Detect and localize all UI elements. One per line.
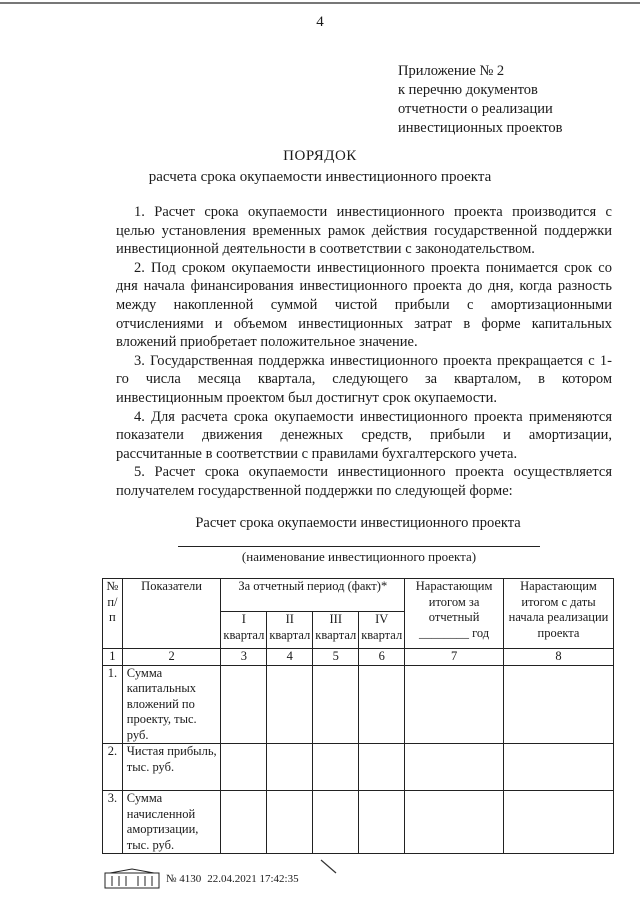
- row-number: 3.: [103, 791, 123, 854]
- table-cell: [359, 665, 405, 744]
- table-cell: [313, 791, 359, 854]
- page-number: 4: [316, 14, 324, 30]
- row-label: Сумма начисленной амортизации, тыс. руб.: [122, 791, 221, 854]
- column-number: 4: [267, 649, 313, 666]
- table-cell: [267, 744, 313, 791]
- table-cell: [405, 665, 504, 744]
- table-row: [103, 744, 614, 791]
- table-cell: [221, 665, 267, 744]
- appendix-line: отчетности о реализации: [398, 101, 553, 117]
- header-period: За отчетный период (факт)*: [221, 579, 405, 612]
- table-row: [103, 665, 614, 744]
- header-indicators: Показатели: [122, 579, 221, 649]
- table-row: [103, 791, 614, 854]
- column-number: 8: [503, 649, 613, 666]
- column-number: 2: [122, 649, 221, 666]
- column-number: 3: [221, 649, 267, 666]
- table-cell: [267, 665, 313, 744]
- column-number: 1: [103, 649, 123, 666]
- table-cell: [503, 791, 613, 854]
- table-title: Расчет срока окупаемости инвестиционного проекта: [195, 515, 521, 531]
- document-body: [116, 203, 612, 501]
- table-cell: [313, 744, 359, 791]
- header-quarter: I квартал: [221, 612, 267, 649]
- pen-mark-icon: [318, 858, 340, 876]
- table-header-row: [103, 579, 614, 612]
- table-cell: [359, 791, 405, 854]
- registry-stamp-icon: [104, 868, 160, 890]
- project-name-line: [178, 546, 540, 547]
- row-label: Чистая прибыль, тыс. руб.: [122, 744, 221, 791]
- column-number-row: [103, 649, 614, 666]
- appendix-header: [398, 62, 562, 138]
- header-quarter: II квартал: [267, 612, 313, 649]
- paragraph-3: 3. Государственная поддержка инвестиционного проекта прекращается с 1-го числа месяца квартала, следующего за кварталом, в котором инвестиционным проектом был достигнут срок окупаемости.: [116, 352, 612, 406]
- table-cell: [359, 744, 405, 791]
- paragraph-1: 1. Расчет срока окупаемости инвестиционного проекта производится с целью установления временных рамок действия государственной поддержки инвестиционной деятельности в соответствии с законодательством.: [116, 204, 612, 258]
- column-number: 7: [405, 649, 504, 666]
- header-quarter: IV квартал: [359, 612, 405, 649]
- row-label: Сумма капитальных вложений по проекту, тыс. руб.: [122, 665, 221, 744]
- table-cell: [221, 744, 267, 791]
- project-name-caption: (наименование инвестиционного проекта): [241, 549, 477, 564]
- header-number: № п/п: [103, 579, 123, 649]
- registration-number: № 4130: [166, 873, 202, 885]
- table-cell: [313, 665, 359, 744]
- row-number: 1.: [103, 665, 123, 744]
- table-cell: [267, 791, 313, 854]
- column-number: 6: [359, 649, 405, 666]
- document-subtitle: расчета срока окупаемости инвестиционного проекта: [148, 169, 492, 185]
- table-cell: [405, 791, 504, 854]
- appendix-line: инвестиционных проектов: [398, 120, 563, 136]
- table-cell: [221, 791, 267, 854]
- header-cumulative-year: Нарастающим итогом за отчетный ________ год: [405, 579, 504, 649]
- document-footer: [104, 868, 299, 890]
- document-title: ПОРЯДОК: [283, 148, 357, 164]
- header-quarter: III квартал: [313, 612, 359, 649]
- scan-top-edge: [0, 0, 640, 7]
- appendix-line: к перечню документов: [398, 82, 538, 98]
- registration-datetime: 22.04.2021 17:42:35: [207, 873, 299, 885]
- row-number: 2.: [103, 744, 123, 791]
- paragraph-4: 4. Для расчета срока окупаемости инвестиционного проекта применяются показатели движения денежных средств, прибыли и амортизации, рассчитанные в соответствии с правилами бухгалтерского учета.: [116, 408, 612, 462]
- table-cell: [503, 665, 613, 744]
- paragraph-2: 2. Под сроком окупаемости инвестиционного проекта понимается срок со дня начала финансирования инвестиционного проекта до дня, когда разность между накопленной суммой чистой прибыли с амортизационными отчислениями и объемом инвестиционных затрат в форме капитальных вложений приобретает положительное значение.: [116, 259, 612, 351]
- column-number: 5: [313, 649, 359, 666]
- payback-table: [102, 578, 614, 854]
- table-cell: [503, 744, 613, 791]
- header-cumulative-start: Нарастающим итогом с даты начала реализации проекта: [503, 579, 613, 649]
- appendix-line: Приложение № 2: [398, 63, 505, 79]
- table-cell: [405, 744, 504, 791]
- paragraph-5: 5. Расчет срока окупаемости инвестиционного проекта осуществляется получателем государственной поддержки по следующей форме:: [116, 464, 612, 499]
